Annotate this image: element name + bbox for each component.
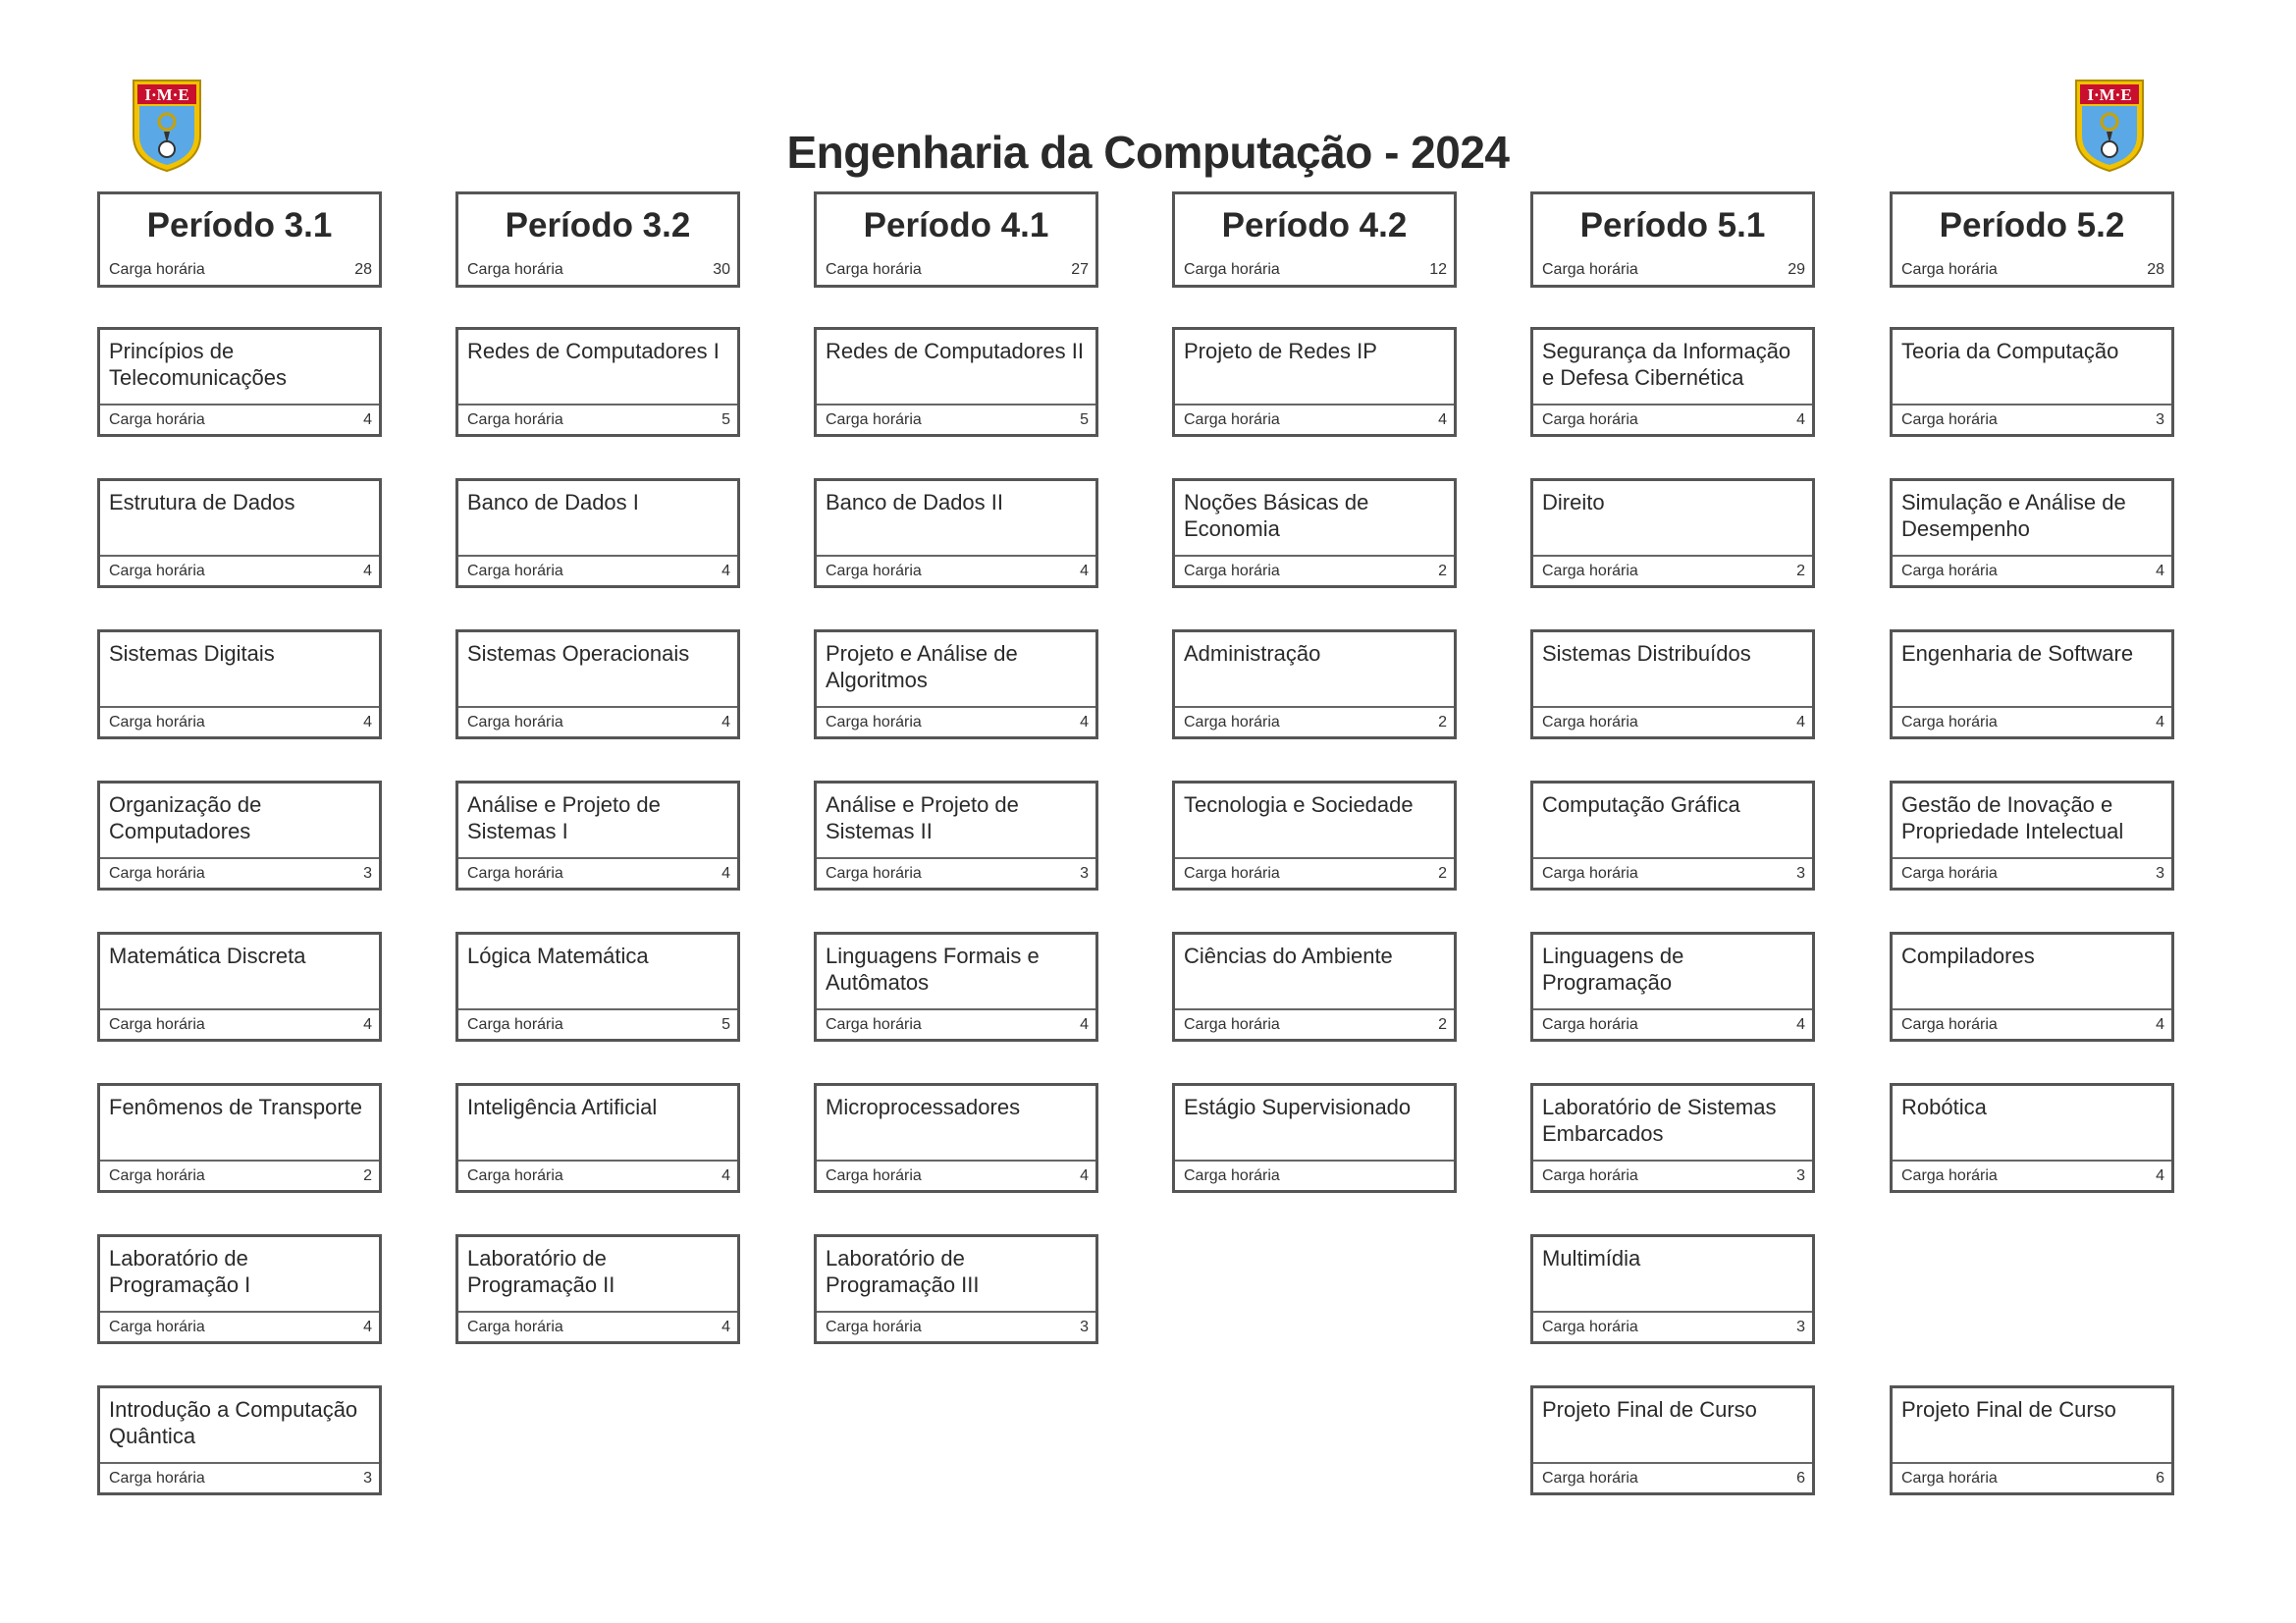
course-hours-row [1893,1010,2171,1039]
course-hours-value: 4 [721,864,730,882]
course-hours-value: 4 [1796,713,1805,730]
course-list [1172,327,1457,1193]
course-hours-row [1175,406,1454,434]
hours-label: Carga horária [1542,864,1638,882]
course-name: Simulação e Análise de Desempenho [1893,481,2171,557]
course-hours-value: 3 [2156,864,2164,882]
hours-label: Carga horária [109,261,205,278]
course-name: Microprocessadores [817,1086,1095,1162]
course-hours-value: 2 [363,1166,372,1184]
course-hours-row [100,406,379,434]
course-hours-row [458,557,737,585]
course-card [97,629,382,739]
course-name: Noções Básicas de Economia [1175,481,1454,557]
course-hours-row [1893,557,2171,585]
course-hours-row [817,1313,1095,1341]
course-hours-value: 5 [1080,410,1089,428]
course-hours-value: 4 [2156,1015,2164,1033]
hours-label: Carga horária [826,1015,922,1033]
hours-label: Carga horária [109,562,205,579]
course-card [1172,478,1457,588]
course-name: Projeto e Análise de Algoritmos [817,632,1095,708]
period-card [814,191,1098,288]
course-card [1172,781,1457,891]
course-hours-row [1893,708,2171,736]
course-name: Sistemas Operacionais [458,632,737,708]
course-name: Gestão de Inovação e Propriedade Intelectual [1893,784,2171,859]
hours-label: Carga horária [109,1015,205,1033]
course-name: Organização de Computadores [100,784,379,859]
course-hours-row [458,1010,737,1039]
course-hours-value: 4 [721,1166,730,1184]
hours-label: Carga horária [1901,1469,1998,1487]
course-name: Laboratório de Programação I [100,1237,379,1313]
hours-label: Carga horária [467,410,563,428]
period-title: Período 3.1 [146,206,333,244]
course-hours-value: 3 [1796,1318,1805,1335]
course-hours-row [458,708,737,736]
course-hours-value: 3 [1796,1166,1805,1184]
course-name: Inteligência Artificial [458,1086,737,1162]
course-card [1530,1083,1815,1193]
course-hours-row [1533,1313,1812,1341]
course-hours-row [1533,406,1812,434]
hours-label: Carga horária [1901,410,1998,428]
hours-label: Carga horária [1542,1318,1638,1335]
course-hours-value: 2 [1438,1015,1447,1033]
course-hours-row [1533,1010,1812,1039]
course-name: Lógica Matemática [458,935,737,1010]
course-name: Tecnologia e Sociedade [1175,784,1454,859]
course-hours-value: 4 [363,713,372,730]
period-title: Período 4.1 [863,206,1049,244]
course-hours-value: 4 [363,562,372,579]
period-card [1530,191,1815,288]
course-card [1172,932,1457,1042]
course-hours-row [1533,859,1812,888]
course-hours-value: 4 [1796,1015,1805,1033]
hours-label: Carga horária [826,1318,922,1335]
course-card [1890,781,2174,891]
course-name: Estágio Supervisionado [1175,1086,1454,1162]
course-card [1890,1385,2174,1495]
course-card [1530,1234,1815,1344]
course-list [1530,327,1815,1495]
hours-label: Carga horária [1184,864,1280,882]
period-column [1172,191,1457,1234]
course-hours-row [1175,708,1454,736]
hours-label: Carga horária [1542,1015,1638,1033]
course-card [1890,327,2174,437]
period-card [455,191,740,288]
course-name: Fenômenos de Transporte [100,1086,379,1162]
period-column [1530,191,1815,1537]
hours-label: Carga horária [467,1166,563,1184]
hours-label: Carga horária [1184,410,1280,428]
course-hours-value: 5 [721,1015,730,1033]
course-card [1530,1385,1815,1495]
course-card [1172,1083,1457,1193]
course-name: Projeto Final de Curso [1893,1388,2171,1464]
course-hours-value: 4 [1080,562,1089,579]
course-card [97,1234,382,1344]
course-name: Robótica [1893,1086,2171,1162]
course-name: Administração [1175,632,1454,708]
hours-label: Carga horária [109,410,205,428]
course-card [1890,478,2174,588]
period-hours-value: 28 [2147,261,2164,278]
course-hours-row [817,859,1095,888]
period-title: Período 5.2 [1939,206,2125,244]
hours-label: Carga horária [109,1318,205,1335]
period-column [1890,191,2174,1537]
course-card [814,932,1098,1042]
hours-label: Carga horária [1542,261,1638,278]
course-card [97,781,382,891]
course-hours-row [817,708,1095,736]
course-name: Análise e Projeto de Sistemas I [458,784,737,859]
course-name: Introdução a Computação Quântica [100,1388,379,1464]
course-card [97,1385,382,1495]
course-card [1890,932,2174,1042]
course-name: Projeto de Redes IP [1175,330,1454,406]
hours-label: Carga horária [1542,562,1638,579]
hours-label: Carga horária [467,713,563,730]
period-title: Período 4.2 [1221,206,1408,244]
course-hours-value: 4 [721,562,730,579]
period-card [97,191,382,288]
course-card [1172,629,1457,739]
course-hours-value: 4 [1796,410,1805,428]
hours-label: Carga horária [1184,562,1280,579]
course-hours-value: 2 [1438,864,1447,882]
course-hours-row [1175,557,1454,585]
hours-label: Carga horária [826,562,922,579]
period-column [97,191,382,1537]
course-hours-value: 4 [1080,1166,1089,1184]
course-hours-value: 4 [363,1318,372,1335]
course-hours-row [1533,1464,1812,1492]
course-card [97,327,382,437]
hours-label: Carga horária [1542,410,1638,428]
course-card [455,781,740,891]
period-title: Período 3.2 [505,206,691,244]
course-hours-row [458,859,737,888]
course-card [814,327,1098,437]
hours-label: Carga horária [826,261,922,278]
course-card [814,629,1098,739]
course-hours-value: 2 [1438,713,1447,730]
course-list [97,327,382,1495]
period-title: Período 5.1 [1579,206,1766,244]
hours-label: Carga horária [1184,1166,1280,1184]
course-name: Análise e Projeto de Sistemas II [817,784,1095,859]
course-hours-value: 4 [2156,562,2164,579]
course-hours-row [100,1464,379,1492]
course-card [455,327,740,437]
course-card [1890,1083,2174,1193]
course-name: Banco de Dados II [817,481,1095,557]
course-card [455,1083,740,1193]
period-hours-row [100,255,379,285]
course-hours-row [458,406,737,434]
course-card [455,478,740,588]
course-card [1530,932,1815,1042]
course-hours-row [100,1313,379,1341]
course-hours-row [1893,1162,2171,1190]
period-hours-value: 30 [713,261,730,278]
course-hours-value: 6 [2156,1469,2164,1487]
course-hours-value: 3 [1796,864,1805,882]
course-hours-row [1893,1464,2171,1492]
period-hours-value: 29 [1788,261,1805,278]
svg-text:I·M·E: I·M·E [2087,85,2132,104]
hours-label: Carga horária [467,864,563,882]
course-hours-value: 6 [1796,1469,1805,1487]
course-hours-row [817,557,1095,585]
course-name: Estrutura de Dados [100,481,379,557]
course-hours-row [100,1162,379,1190]
course-card [1530,629,1815,739]
hours-label: Carga horária [1901,1015,1998,1033]
course-card [814,1083,1098,1193]
course-hours-row [100,557,379,585]
hours-label: Carga horária [467,1015,563,1033]
svg-text:I·M·E: I·M·E [144,85,189,104]
course-hours-value: 4 [1438,410,1447,428]
course-card [1530,781,1815,891]
course-list [814,327,1098,1344]
course-hours-row [1175,1010,1454,1039]
period-hours-value: 28 [354,261,372,278]
course-name: Linguagens de Programação [1533,935,1812,1010]
hours-label: Carga horária [1901,261,1998,278]
course-card [455,1234,740,1344]
course-name: Multimídia [1533,1237,1812,1313]
course-name: Projeto Final de Curso [1533,1388,1812,1464]
hours-label: Carga horária [109,864,205,882]
course-name: Banco de Dados I [458,481,737,557]
hours-label: Carga horária [1184,1015,1280,1033]
period-hours-value: 27 [1071,261,1089,278]
course-hours-row [100,859,379,888]
course-card [97,478,382,588]
course-hours-value: 4 [721,713,730,730]
course-card [97,1083,382,1193]
page-title: Engenharia da Computação - 2024 [786,127,1510,178]
course-hours-value: 2 [1796,562,1805,579]
period-column [455,191,740,1385]
period-hours-row [1893,255,2171,285]
hours-label: Carga horária [1901,864,1998,882]
period-hours-row [817,255,1095,285]
hours-label: Carga horária [1542,1469,1638,1487]
course-name: Redes de Computadores I [458,330,737,406]
course-name: Engenharia de Software [1893,632,2171,708]
hours-label: Carga horária [1184,713,1280,730]
hours-label: Carga horária [1901,562,1998,579]
hours-label: Carga horária [1901,713,1998,730]
course-hours-value: 2 [1438,562,1447,579]
course-name: Matemática Discreta [100,935,379,1010]
course-name: Redes de Computadores II [817,330,1095,406]
course-hours-row [817,1010,1095,1039]
course-list [1890,327,2174,1495]
course-hours-value: 3 [363,864,372,882]
course-name: Sistemas Digitais [100,632,379,708]
course-card [455,932,740,1042]
course-hours-value: 4 [721,1318,730,1335]
course-hours-row [1175,859,1454,888]
hours-label: Carga horária [109,1469,205,1487]
hours-label: Carga horária [1901,1166,1998,1184]
course-name: Segurança da Informação e Defesa Cibernética [1533,330,1812,406]
course-card [814,478,1098,588]
course-hours-value: 4 [1080,1015,1089,1033]
course-hours-row [817,406,1095,434]
course-hours-row [1533,1162,1812,1190]
hours-label: Carga horária [1542,713,1638,730]
hours-label: Carga horária [826,864,922,882]
course-card [1172,327,1457,437]
hours-label: Carga horária [826,713,922,730]
period-card [1890,191,2174,288]
course-hours-value: 4 [1080,713,1089,730]
course-hours-row [1893,406,2171,434]
hours-label: Carga horária [826,1166,922,1184]
course-card [1530,327,1815,437]
course-hours-value: 3 [2156,410,2164,428]
course-hours-row [458,1162,737,1190]
course-hours-value: 3 [1080,1318,1089,1335]
period-card [1172,191,1457,288]
course-hours-row [1533,708,1812,736]
course-card [455,629,740,739]
course-hours-row [817,1162,1095,1190]
hours-label: Carga horária [467,1318,563,1335]
course-card [814,781,1098,891]
course-name: Direito [1533,481,1812,557]
course-hours-row [1175,1162,1454,1190]
course-hours-value: 5 [721,410,730,428]
period-hours-value: 12 [1429,261,1447,278]
course-name: Teoria da Computação [1893,330,2171,406]
course-card [1890,629,2174,739]
course-hours-row [458,1313,737,1341]
course-hours-row [1893,859,2171,888]
course-name: Laboratório de Sistemas Embarcados [1533,1086,1812,1162]
course-name: Compiladores [1893,935,2171,1010]
course-card [97,932,382,1042]
hours-label: Carga horária [109,713,205,730]
course-hours-value: 4 [2156,713,2164,730]
course-name: Computação Gráfica [1533,784,1812,859]
course-hours-value: 4 [2156,1166,2164,1184]
hours-label: Carga horária [467,562,563,579]
period-hours-row [458,255,737,285]
course-hours-row [100,708,379,736]
hours-label: Carga horária [109,1166,205,1184]
period-column [814,191,1098,1385]
hours-label: Carga horária [826,410,922,428]
period-hours-row [1533,255,1812,285]
course-hours-value: 3 [363,1469,372,1487]
course-name: Ciências do Ambiente [1175,935,1454,1010]
course-hours-value: 3 [1080,864,1089,882]
course-card [1530,478,1815,588]
course-name: Laboratório de Programação II [458,1237,737,1313]
course-card [814,1234,1098,1344]
period-hours-row [1175,255,1454,285]
course-hours-row [1533,557,1812,585]
hours-label: Carga horária [1542,1166,1638,1184]
course-hours-row [100,1010,379,1039]
course-name: Sistemas Distribuídos [1533,632,1812,708]
course-hours-value: 4 [363,1015,372,1033]
hours-label: Carga horária [467,261,563,278]
course-name: Linguagens Formais e Autômatos [817,935,1095,1010]
course-list [455,327,740,1344]
course-name: Laboratório de Programação III [817,1237,1095,1313]
course-hours-value: 4 [363,410,372,428]
hours-label: Carga horária [1184,261,1280,278]
course-name: Princípios de Telecomunicações [100,330,379,406]
